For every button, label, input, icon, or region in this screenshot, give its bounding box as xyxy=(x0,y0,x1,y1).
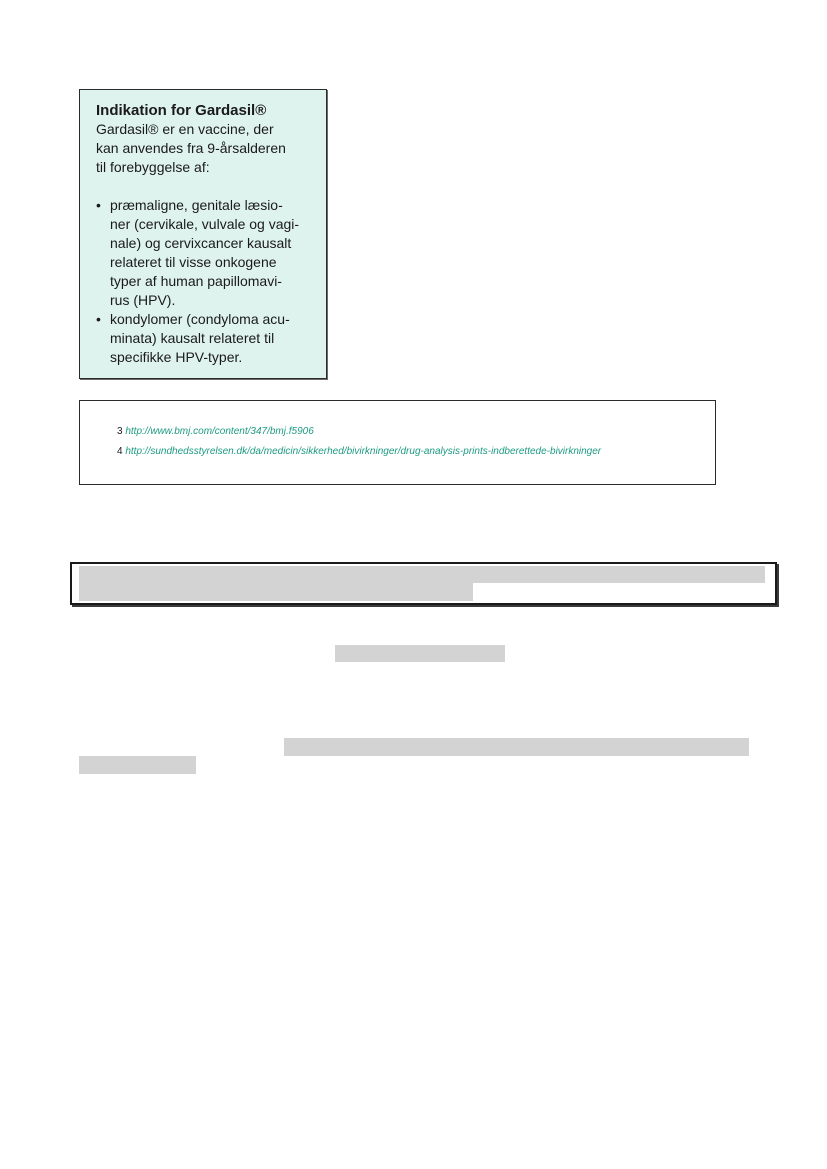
indication-body-line: til forebyggelse af: xyxy=(96,159,210,175)
list-item xyxy=(96,196,314,310)
indication-body-line: Gardasil® er en vaccine, der xyxy=(96,121,274,137)
list-item xyxy=(96,310,314,367)
redacted-heading-box xyxy=(70,562,777,605)
list-item-line: specifikke HPV-typer. xyxy=(110,349,243,365)
footnote xyxy=(117,442,715,462)
footnote-box xyxy=(79,400,716,485)
list-item-line: minata) kausalt relateret til xyxy=(110,330,275,346)
list-item-line: relateret til visse onkogene xyxy=(110,254,277,270)
list-item-line: nale) og cervixcancer kausalt xyxy=(110,235,292,251)
list-item-line: kondylomer (condyloma acu- xyxy=(110,311,290,327)
indication-title: Indikation for Gardasil® xyxy=(96,102,267,119)
indication-list xyxy=(96,196,314,367)
bullet-icon: • xyxy=(96,197,101,213)
footnote xyxy=(117,422,715,442)
footnote-link[interactable]: http://sundhedsstyrelsen.dk/da/medicin/sikkerhed/bivirkninger/drug-analysis-prints-indberettede-bivirkninger xyxy=(125,446,602,457)
list-item-line: ner (cervikale, vulvale og vagi- xyxy=(110,216,300,232)
list-item-line: rus (HPV). xyxy=(110,292,176,308)
footnote-number: 3 xyxy=(117,426,123,437)
redacted-text-block xyxy=(79,756,196,774)
redacted-text-block xyxy=(335,645,505,662)
redacted-text-block xyxy=(79,566,765,583)
footnote-link[interactable]: http://www.bmj.com/content/347/bmj.f5906 xyxy=(125,426,314,437)
redacted-text-block xyxy=(79,583,473,601)
indication-body-line: kan anvendes fra 9-årsalderen xyxy=(96,140,286,156)
list-item-line: typer af human papillomavi- xyxy=(110,273,282,289)
indication-box xyxy=(79,89,327,379)
list-item-line: præmaligne, genitale læsio- xyxy=(110,197,283,213)
bullet-icon: • xyxy=(96,311,101,327)
redacted-text-block xyxy=(284,738,749,756)
footnote-number: 4 xyxy=(117,446,123,457)
